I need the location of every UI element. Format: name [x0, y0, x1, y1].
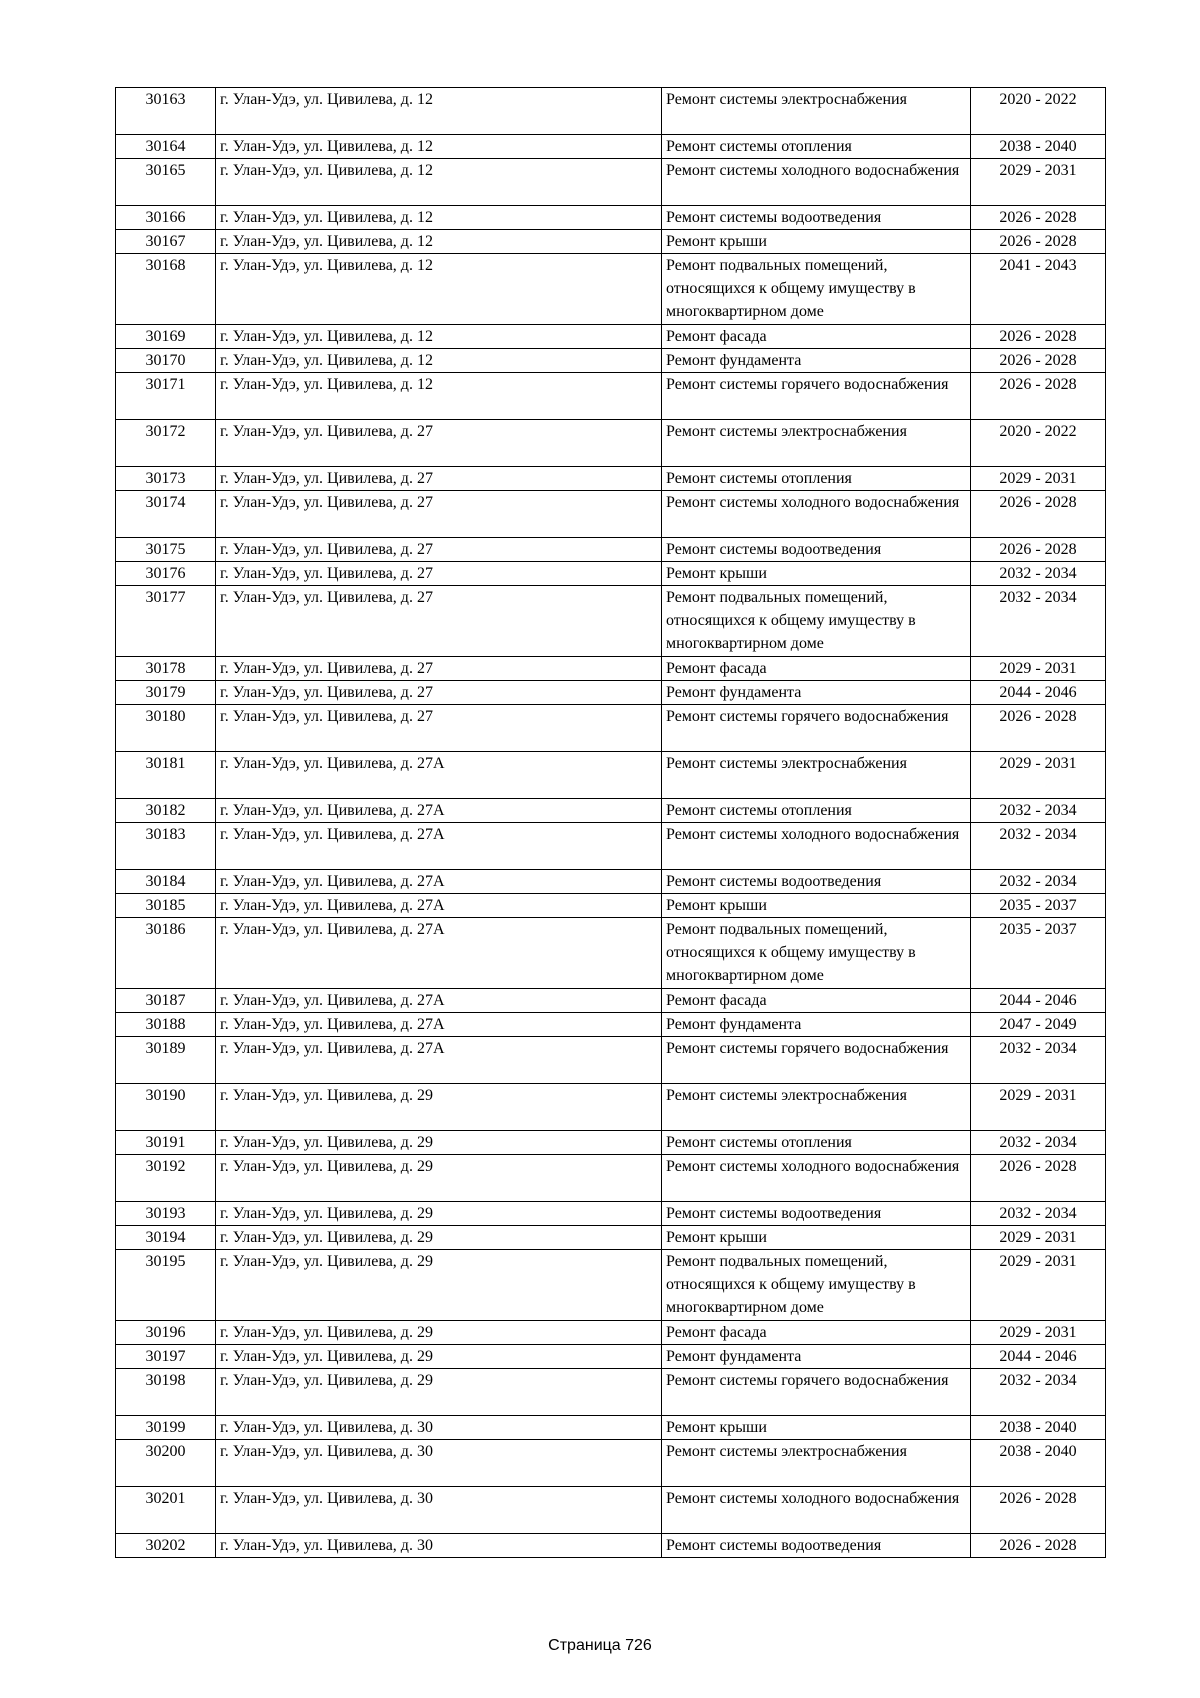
table-row: [116, 206, 1106, 230]
table-row: [116, 1202, 1106, 1226]
work-type-cell: Ремонт фасада: [662, 989, 971, 1013]
period-cell: 2032 - 2034: [971, 1202, 1106, 1226]
row-id-cell: 30163: [116, 88, 216, 135]
work-type-cell: Ремонт системы горячего водоснабжения: [662, 1037, 971, 1084]
period-cell: 2026 - 2028: [971, 373, 1106, 420]
period-cell: 2026 - 2028: [971, 1487, 1106, 1534]
period-cell: 2044 - 2046: [971, 1345, 1106, 1369]
address-cell: г. Улан-Удэ, ул. Цивилева, д. 12: [216, 325, 662, 349]
table-row: [116, 799, 1106, 823]
work-type-cell: Ремонт системы водоотведения: [662, 1534, 971, 1558]
table-row: [116, 1321, 1106, 1345]
row-id-cell: 30176: [116, 562, 216, 586]
work-type-cell: Ремонт системы горячего водоснабжения: [662, 705, 971, 752]
row-id-cell: 30195: [116, 1250, 216, 1321]
row-id-cell: 30198: [116, 1369, 216, 1416]
work-type-cell: Ремонт системы холодного водоснабжения: [662, 823, 971, 870]
row-id-cell: 30172: [116, 420, 216, 467]
table-row: [116, 1250, 1106, 1321]
address-cell: г. Улан-Удэ, ул. Цивилева, д. 27: [216, 705, 662, 752]
table-row: [116, 1226, 1106, 1250]
period-cell: 2026 - 2028: [971, 349, 1106, 373]
address-cell: г. Улан-Удэ, ул. Цивилева, д. 27А: [216, 918, 662, 989]
period-cell: 2026 - 2028: [971, 1534, 1106, 1558]
address-cell: г. Улан-Удэ, ул. Цивилева, д. 12: [216, 254, 662, 325]
address-cell: г. Улан-Удэ, ул. Цивилева, д. 27А: [216, 1013, 662, 1037]
address-cell: г. Улан-Удэ, ул. Цивилева, д. 27А: [216, 1037, 662, 1084]
address-cell: г. Улан-Удэ, ул. Цивилева, д. 12: [216, 349, 662, 373]
row-id-cell: 30187: [116, 989, 216, 1013]
period-cell: 2029 - 2031: [971, 1084, 1106, 1131]
address-cell: г. Улан-Удэ, ул. Цивилева, д. 12: [216, 159, 662, 206]
work-type-cell: Ремонт фасада: [662, 325, 971, 349]
work-type-cell: Ремонт системы водоотведения: [662, 1202, 971, 1226]
address-cell: г. Улан-Удэ, ул. Цивилева, д. 30: [216, 1440, 662, 1487]
row-id-cell: 30186: [116, 918, 216, 989]
row-id-cell: 30192: [116, 1155, 216, 1202]
address-cell: г. Улан-Удэ, ул. Цивилева, д. 12: [216, 206, 662, 230]
work-type-cell: Ремонт крыши: [662, 894, 971, 918]
period-cell: 2029 - 2031: [971, 1321, 1106, 1345]
period-cell: 2032 - 2034: [971, 823, 1106, 870]
address-cell: г. Улан-Удэ, ул. Цивилева, д. 27А: [216, 799, 662, 823]
work-type-cell: Ремонт фундамента: [662, 1345, 971, 1369]
address-cell: г. Улан-Удэ, ул. Цивилева, д. 29: [216, 1155, 662, 1202]
table-row: [116, 1084, 1106, 1131]
row-id-cell: 30199: [116, 1416, 216, 1440]
work-type-cell: Ремонт крыши: [662, 230, 971, 254]
address-cell: г. Улан-Удэ, ул. Цивилева, д. 29: [216, 1131, 662, 1155]
row-id-cell: 30177: [116, 586, 216, 657]
address-cell: г. Улан-Удэ, ул. Цивилева, д. 27: [216, 657, 662, 681]
table-row: [116, 349, 1106, 373]
capital-repair-table: [115, 87, 1106, 1558]
table-row: [116, 1416, 1106, 1440]
table-row: [116, 538, 1106, 562]
row-id-cell: 30200: [116, 1440, 216, 1487]
work-type-cell: Ремонт системы электроснабжения: [662, 1440, 971, 1487]
period-cell: 2026 - 2028: [971, 1155, 1106, 1202]
address-cell: г. Улан-Удэ, ул. Цивилева, д. 27: [216, 586, 662, 657]
table-row: [116, 159, 1106, 206]
address-cell: г. Улан-Удэ, ул. Цивилева, д. 29: [216, 1084, 662, 1131]
work-type-cell: Ремонт системы отопления: [662, 467, 971, 491]
table-row: [116, 1369, 1106, 1416]
period-cell: 2038 - 2040: [971, 1440, 1106, 1487]
period-cell: 2029 - 2031: [971, 1226, 1106, 1250]
table-row: [116, 870, 1106, 894]
address-cell: г. Улан-Удэ, ул. Цивилева, д. 27: [216, 681, 662, 705]
address-cell: г. Улан-Удэ, ул. Цивилева, д. 27А: [216, 894, 662, 918]
table-row: [116, 135, 1106, 159]
row-id-cell: 30167: [116, 230, 216, 254]
row-id-cell: 30201: [116, 1487, 216, 1534]
period-cell: 2047 - 2049: [971, 1013, 1106, 1037]
row-id-cell: 30191: [116, 1131, 216, 1155]
row-id-cell: 30170: [116, 349, 216, 373]
row-id-cell: 30181: [116, 752, 216, 799]
period-cell: 2035 - 2037: [971, 894, 1106, 918]
table-row: [116, 491, 1106, 538]
row-id-cell: 30166: [116, 206, 216, 230]
period-cell: 2026 - 2028: [971, 705, 1106, 752]
period-cell: 2032 - 2034: [971, 1131, 1106, 1155]
row-id-cell: 30173: [116, 467, 216, 491]
address-cell: г. Улан-Удэ, ул. Цивилева, д. 27А: [216, 989, 662, 1013]
table-row: [116, 918, 1106, 989]
table-row: [116, 230, 1106, 254]
row-id-cell: 30190: [116, 1084, 216, 1131]
work-type-cell: Ремонт системы электроснабжения: [662, 88, 971, 135]
work-type-cell: Ремонт фундамента: [662, 1013, 971, 1037]
work-type-cell: Ремонт фасада: [662, 657, 971, 681]
work-type-cell: Ремонт системы холодного водоснабжения: [662, 1155, 971, 1202]
row-id-cell: 30168: [116, 254, 216, 325]
address-cell: г. Улан-Удэ, ул. Цивилева, д. 12: [216, 373, 662, 420]
address-cell: г. Улан-Удэ, ул. Цивилева, д. 27: [216, 491, 662, 538]
period-cell: 2032 - 2034: [971, 562, 1106, 586]
period-cell: 2041 - 2043: [971, 254, 1106, 325]
period-cell: 2020 - 2022: [971, 88, 1106, 135]
period-cell: 2032 - 2034: [971, 799, 1106, 823]
table-row: [116, 562, 1106, 586]
address-cell: г. Улан-Удэ, ул. Цивилева, д. 30: [216, 1416, 662, 1440]
row-id-cell: 30169: [116, 325, 216, 349]
work-type-cell: Ремонт фасада: [662, 1321, 971, 1345]
row-id-cell: 30165: [116, 159, 216, 206]
period-cell: 2038 - 2040: [971, 135, 1106, 159]
period-cell: 2029 - 2031: [971, 467, 1106, 491]
work-type-cell: Ремонт фундамента: [662, 349, 971, 373]
table-row: [116, 88, 1106, 135]
address-cell: г. Улан-Удэ, ул. Цивилева, д. 29: [216, 1345, 662, 1369]
table-row: [116, 254, 1106, 325]
work-type-cell: Ремонт системы водоотведения: [662, 538, 971, 562]
work-type-cell: Ремонт системы горячего водоснабжения: [662, 373, 971, 420]
table-row: [116, 989, 1106, 1013]
period-cell: 2032 - 2034: [971, 1037, 1106, 1084]
table-row: [116, 1037, 1106, 1084]
address-cell: г. Улан-Удэ, ул. Цивилева, д. 12: [216, 230, 662, 254]
address-cell: г. Улан-Удэ, ул. Цивилева, д. 27А: [216, 870, 662, 894]
row-id-cell: 30202: [116, 1534, 216, 1558]
work-type-cell: Ремонт крыши: [662, 1226, 971, 1250]
address-cell: г. Улан-Удэ, ул. Цивилева, д. 27: [216, 420, 662, 467]
address-cell: г. Улан-Удэ, ул. Цивилева, д. 27А: [216, 823, 662, 870]
row-id-cell: 30178: [116, 657, 216, 681]
row-id-cell: 30180: [116, 705, 216, 752]
period-cell: 2029 - 2031: [971, 159, 1106, 206]
row-id-cell: 30184: [116, 870, 216, 894]
period-cell: 2026 - 2028: [971, 325, 1106, 349]
work-type-cell: Ремонт системы отопления: [662, 135, 971, 159]
address-cell: г. Улан-Удэ, ул. Цивилева, д. 29: [216, 1321, 662, 1345]
period-cell: 2026 - 2028: [971, 491, 1106, 538]
work-type-cell: Ремонт системы водоотведения: [662, 870, 971, 894]
table-row: [116, 325, 1106, 349]
table-row: [116, 373, 1106, 420]
address-cell: г. Улан-Удэ, ул. Цивилева, д. 27: [216, 467, 662, 491]
work-type-cell: Ремонт системы электроснабжения: [662, 420, 971, 467]
row-id-cell: 30189: [116, 1037, 216, 1084]
row-id-cell: 30188: [116, 1013, 216, 1037]
table-row: [116, 467, 1106, 491]
work-type-cell: Ремонт системы электроснабжения: [662, 752, 971, 799]
row-id-cell: 30182: [116, 799, 216, 823]
period-cell: 2026 - 2028: [971, 538, 1106, 562]
table-row: [116, 705, 1106, 752]
work-type-cell: Ремонт системы холодного водоснабжения: [662, 159, 971, 206]
page-number: Страница 726: [548, 1637, 652, 1654]
work-type-cell: Ремонт системы электроснабжения: [662, 1084, 971, 1131]
work-type-cell: Ремонт подвальных помещений, относящихся к общему имуществу в многоквартирном доме: [662, 918, 971, 989]
table-row: [116, 1534, 1106, 1558]
period-cell: 2032 - 2034: [971, 586, 1106, 657]
period-cell: 2029 - 2031: [971, 657, 1106, 681]
address-cell: г. Улан-Удэ, ул. Цивилева, д. 29: [216, 1369, 662, 1416]
row-id-cell: 30193: [116, 1202, 216, 1226]
row-id-cell: 30197: [116, 1345, 216, 1369]
table-row: [116, 1013, 1106, 1037]
work-type-cell: Ремонт системы отопления: [662, 1131, 971, 1155]
period-cell: 2035 - 2037: [971, 918, 1106, 989]
address-cell: г. Улан-Удэ, ул. Цивилева, д. 29: [216, 1226, 662, 1250]
period-cell: 2044 - 2046: [971, 989, 1106, 1013]
work-type-cell: Ремонт подвальных помещений, относящихся к общему имуществу в многоквартирном доме: [662, 586, 971, 657]
work-type-cell: Ремонт системы холодного водоснабжения: [662, 1487, 971, 1534]
row-id-cell: 30179: [116, 681, 216, 705]
work-type-cell: Ремонт подвальных помещений, относящихся к общему имуществу в многоквартирном доме: [662, 254, 971, 325]
row-id-cell: 30174: [116, 491, 216, 538]
address-cell: г. Улан-Удэ, ул. Цивилева, д. 29: [216, 1202, 662, 1226]
address-cell: г. Улан-Удэ, ул. Цивилева, д. 12: [216, 88, 662, 135]
work-type-cell: Ремонт крыши: [662, 1416, 971, 1440]
row-id-cell: 30164: [116, 135, 216, 159]
address-cell: г. Улан-Удэ, ул. Цивилева, д. 27: [216, 538, 662, 562]
period-cell: 2032 - 2034: [971, 870, 1106, 894]
table-row: [116, 420, 1106, 467]
row-id-cell: 30175: [116, 538, 216, 562]
address-cell: г. Улан-Удэ, ул. Цивилева, д. 12: [216, 135, 662, 159]
address-cell: г. Улан-Удэ, ул. Цивилева, д. 27: [216, 562, 662, 586]
work-type-cell: Ремонт подвальных помещений, относящихся к общему имуществу в многоквартирном доме: [662, 1250, 971, 1321]
period-cell: 2029 - 2031: [971, 752, 1106, 799]
table-row: [116, 752, 1106, 799]
work-type-cell: Ремонт фундамента: [662, 681, 971, 705]
row-id-cell: 30171: [116, 373, 216, 420]
row-id-cell: 30194: [116, 1226, 216, 1250]
work-type-cell: Ремонт системы холодного водоснабжения: [662, 491, 971, 538]
period-cell: 2038 - 2040: [971, 1416, 1106, 1440]
table-row: [116, 1487, 1106, 1534]
table-body: [116, 88, 1106, 1558]
period-cell: 2029 - 2031: [971, 1250, 1106, 1321]
period-cell: 2026 - 2028: [971, 230, 1106, 254]
work-type-cell: Ремонт системы отопления: [662, 799, 971, 823]
address-cell: г. Улан-Удэ, ул. Цивилева, д. 30: [216, 1534, 662, 1558]
table-row: [116, 586, 1106, 657]
period-cell: 2032 - 2034: [971, 1369, 1106, 1416]
table-row: [116, 1345, 1106, 1369]
table-row: [116, 1131, 1106, 1155]
table-row: [116, 1440, 1106, 1487]
table-row: [116, 681, 1106, 705]
period-cell: 2026 - 2028: [971, 206, 1106, 230]
row-id-cell: 30185: [116, 894, 216, 918]
period-cell: 2020 - 2022: [971, 420, 1106, 467]
table-row: [116, 1155, 1106, 1202]
row-id-cell: 30183: [116, 823, 216, 870]
address-cell: г. Улан-Удэ, ул. Цивилева, д. 30: [216, 1487, 662, 1534]
address-cell: г. Улан-Удэ, ул. Цивилева, д. 27А: [216, 752, 662, 799]
table-row: [116, 823, 1106, 870]
table-row: [116, 657, 1106, 681]
period-cell: 2044 - 2046: [971, 681, 1106, 705]
work-type-cell: Ремонт крыши: [662, 562, 971, 586]
row-id-cell: 30196: [116, 1321, 216, 1345]
work-type-cell: Ремонт системы водоотведения: [662, 206, 971, 230]
table-row: [116, 894, 1106, 918]
work-type-cell: Ремонт системы горячего водоснабжения: [662, 1369, 971, 1416]
address-cell: г. Улан-Удэ, ул. Цивилева, д. 29: [216, 1250, 662, 1321]
